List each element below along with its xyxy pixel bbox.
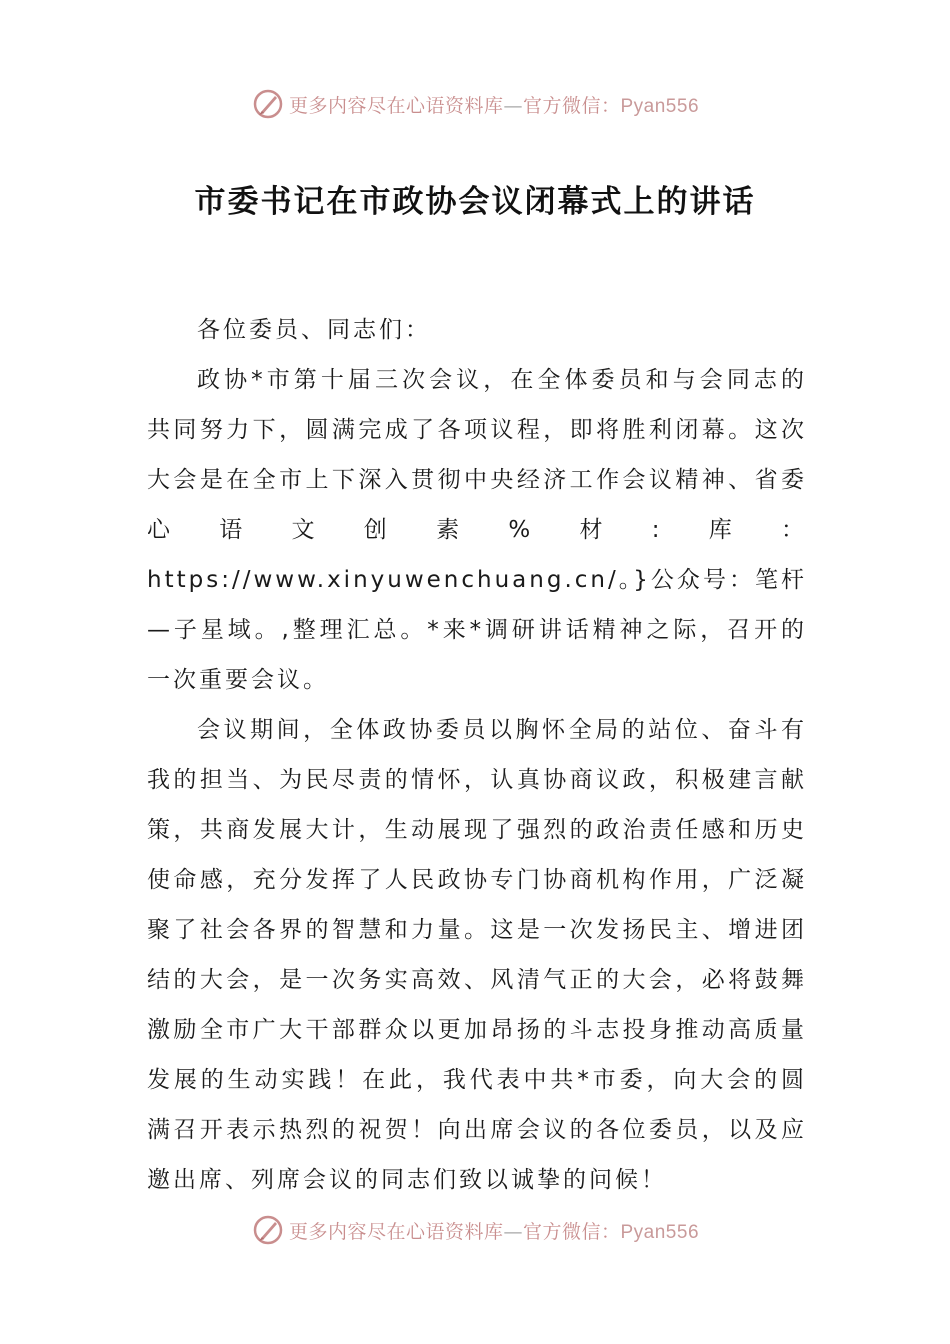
paragraph-salutation: 各位委员、同志们： xyxy=(197,317,431,343)
banner-wechat-id: Pyan556 xyxy=(620,95,700,117)
banner-text xyxy=(289,91,699,118)
banner-text xyxy=(289,1217,699,1244)
pen-logo-icon xyxy=(251,87,285,121)
header-banner xyxy=(0,84,950,124)
banner-main-text: 更多内容尽在心语资料库 xyxy=(288,1220,504,1243)
paragraph-1: 政协*市第十届三次会议，在全体委员和与会同志的共同努力下，圆满完成了各项议程，即将胜利闭幕。这次大会是在全市上下深入贯彻中央经济工作会议精神、省委心语文创素%材:库：https://www.xinyuwenchuang.cn/。}公众号：笔杆—子星域。,整理汇总。*来*调研讲话精神之际，召开的一次重要会议。 xyxy=(147,367,807,693)
footer-banner xyxy=(0,1210,950,1250)
banner-dash: — xyxy=(503,94,523,117)
document-body xyxy=(147,305,807,1205)
banner-dash: — xyxy=(503,1220,523,1243)
banner-official-label: 官方微信： xyxy=(522,94,621,117)
banner-official-label: 官方微信： xyxy=(522,1220,621,1243)
banner-main-text: 更多内容尽在心语资料库 xyxy=(288,94,504,117)
document-title: 市委书记在市政协会议闭幕式上的讲话 xyxy=(194,184,756,220)
banner-wechat-id: Pyan556 xyxy=(620,1221,700,1243)
pen-logo-icon xyxy=(251,1213,285,1247)
paragraph-2: 会议期间，全体政协委员以胸怀全局的站位、奋斗有我的担当、为民尽责的情怀，认真协商议政，积极建言献策，共商发展大计，生动展现了强烈的政治责任感和历史使命感，充分发挥了人民政协专门协商机构作用，广泛凝聚了社会各界的智慧和力量。这是一次发扬民主、增进团结的大会，是一次务实高效、风清气正的大会，必将鼓舞激励全市广大干部群众以更加昂扬的斗志投身推动高质量发展的生动实践！在此，我代表中共*市委，向大会的圆满召开表示热烈的祝贺！向出席会议的各位委员，以及应邀出席、列席会议的同志们致以诚挚的问候！ xyxy=(147,717,807,1193)
